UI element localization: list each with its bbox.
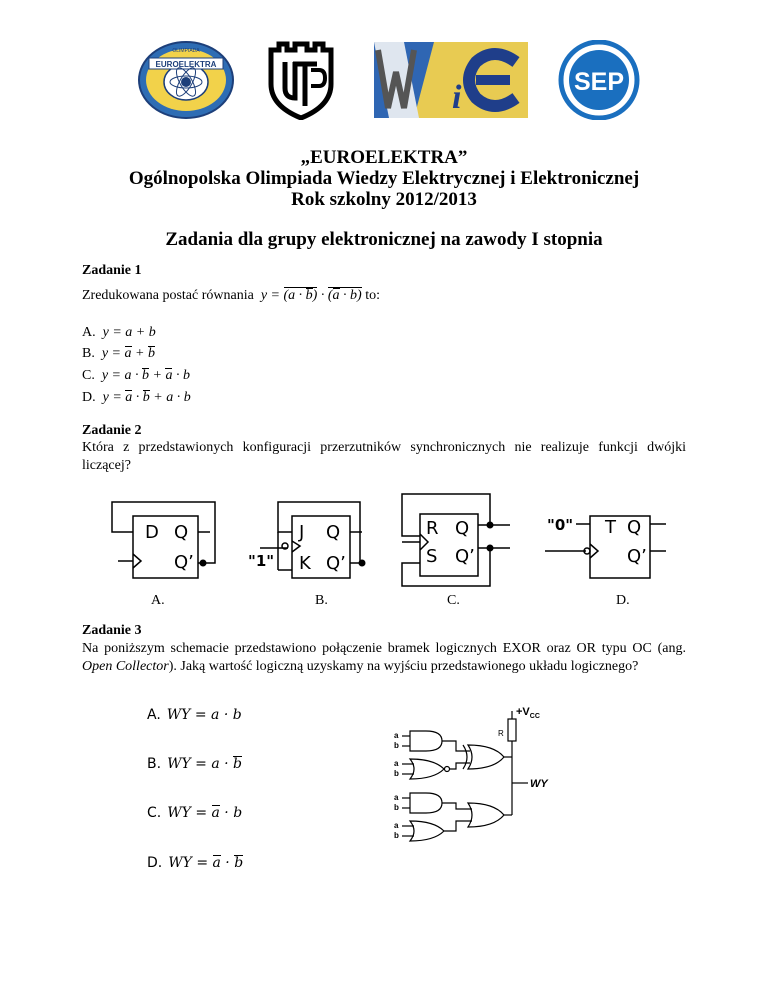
svg-text:D: D xyxy=(145,522,159,543)
svg-text:b: b xyxy=(394,769,399,778)
title-line-3: Rok szkolny 2012/2013 xyxy=(291,189,477,210)
task1-question xyxy=(82,287,380,305)
task1-option-d[interactable]: D. y = a · b + a · b xyxy=(82,390,191,405)
wtie-logo xyxy=(374,42,528,123)
task1-title: Zadanie 1 xyxy=(82,263,142,278)
task2-flipflop-diagrams xyxy=(100,488,690,593)
const-one-label: "1" xyxy=(248,552,275,570)
utp-logo xyxy=(265,40,337,125)
euroelektra-logo xyxy=(137,40,235,125)
const-zero-label: "0" xyxy=(547,516,574,534)
task1-option-a[interactable]: A. y = a + b xyxy=(82,325,156,340)
svg-text:R: R xyxy=(426,518,439,539)
svg-text:J: J xyxy=(299,522,305,543)
svg-text:b: b xyxy=(394,803,399,812)
svg-text:Q’: Q’ xyxy=(174,552,194,573)
task2-label-a[interactable]: A. xyxy=(151,593,165,608)
svg-text:T: T xyxy=(605,517,616,538)
task3-option-a[interactable]: A. WY = a · b xyxy=(147,707,242,723)
task3-option-b[interactable]: B. WY = a · b xyxy=(147,756,242,772)
svg-text:Q: Q xyxy=(326,522,341,543)
task2-label-c[interactable]: C. xyxy=(447,593,460,608)
svg-text:Q: Q xyxy=(174,522,189,543)
vcc-label: $+V_{CC}$ xyxy=(516,706,540,720)
svg-text:a: a xyxy=(394,793,399,802)
task2-title: Zadanie 2 xyxy=(82,423,142,438)
title-line-1: „EUROELEKTRA” xyxy=(300,147,468,168)
svg-text:K: K xyxy=(299,553,311,574)
svg-text:Q: Q xyxy=(627,517,642,538)
svg-text:Q’: Q’ xyxy=(627,546,647,567)
resistor-label: R xyxy=(498,729,504,738)
svg-text:Q: Q xyxy=(455,518,470,539)
svg-text:a: a xyxy=(394,731,399,740)
task1-option-b[interactable]: B. y = a + b xyxy=(82,346,155,361)
svg-text:EUROELEKTRA: EUROELEKTRA xyxy=(155,60,217,69)
svg-text:Q’: Q’ xyxy=(326,553,346,574)
svg-text:S: S xyxy=(426,546,438,567)
task1-question-suffix: to: xyxy=(365,288,380,303)
sep-logo xyxy=(558,40,640,125)
task3-option-d[interactable]: D. WY = a · b xyxy=(147,855,244,871)
svg-text:a: a xyxy=(394,821,399,830)
task1-question-prefix: Zredukowana postać równania xyxy=(82,288,254,303)
task2-label-b[interactable]: B. xyxy=(315,593,328,608)
title-line-2: Ogólnopolska Olimpiada Wiedzy Elektrycznej i Elektronicznej xyxy=(128,168,640,189)
svg-text:b: b xyxy=(394,831,399,840)
svg-text:b: b xyxy=(394,741,399,750)
task3-question: Na poniższym schemacie przedstawiono połączenie bramek logicznych EXOR oraz OR typu OC (ang. Open Collector). Jaką wartość logiczną uzyskamy na wyjściu przedstawionego układu logicznego? xyxy=(82,641,686,674)
svg-text:Q’: Q’ xyxy=(455,546,475,567)
page-subtitle: Zadania dla grupy elektronicznej na zawody I stopnia xyxy=(165,229,603,250)
svg-text:SEP: SEP xyxy=(573,68,625,96)
task3-title: Zadanie 3 xyxy=(82,623,142,638)
task3-option-c[interactable]: C. WY = a · b xyxy=(147,805,243,821)
task2-question: Która z przedstawionych konfiguracji przerzutników synchronicznych nie realizuje funkcji dwójki liczącej? xyxy=(82,440,686,473)
task1-option-c[interactable]: C. y = a · b + a · b xyxy=(82,368,190,383)
task2-label-d[interactable]: D. xyxy=(616,593,630,608)
svg-text:a: a xyxy=(394,759,399,768)
task3-logic-circuit xyxy=(390,705,570,850)
task1-equation: y = (a · b) · (a · b) xyxy=(257,288,362,303)
svg-text:i: i xyxy=(452,79,462,116)
output-label: WY xyxy=(530,778,548,790)
svg-text:OLIMPIADA: OLIMPIADA xyxy=(172,48,200,54)
